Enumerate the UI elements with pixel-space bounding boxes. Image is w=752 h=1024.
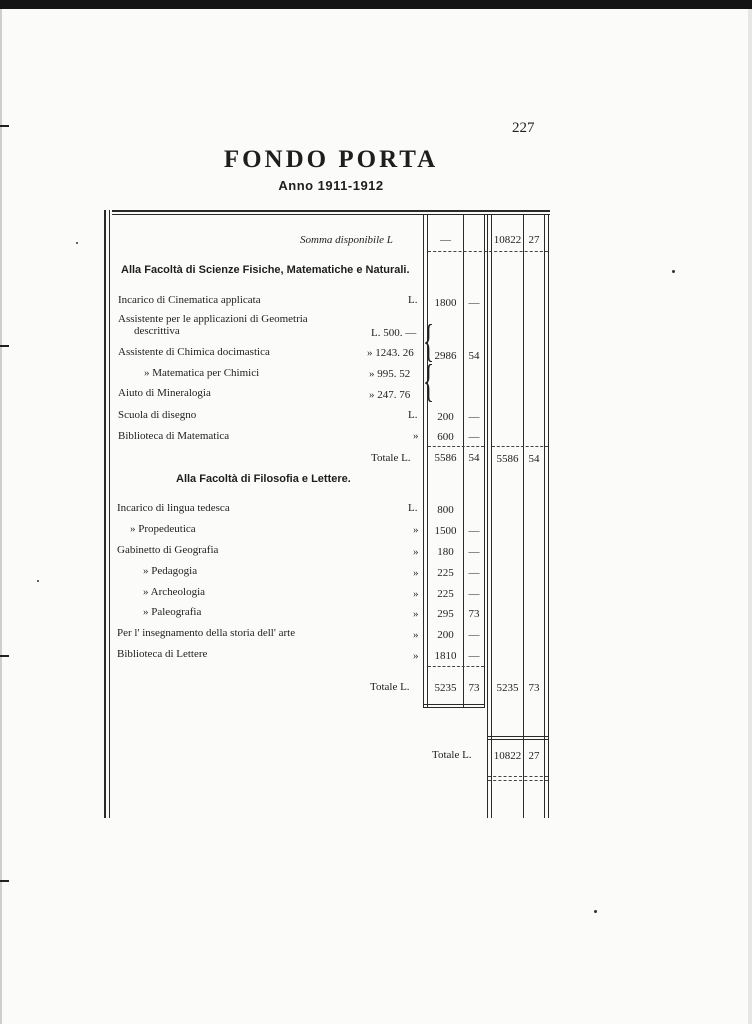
table-left-rule <box>109 210 110 818</box>
row-cents: — <box>468 546 480 558</box>
row-subamount: » 247. 76 <box>369 389 411 401</box>
row-unit: » <box>413 629 419 641</box>
section-heading: Alla Facoltà di Filosofia e Lettere. <box>176 473 351 485</box>
row-cents: — <box>468 629 480 641</box>
row-label: » Pedagogia <box>143 565 198 577</box>
row-unit: » <box>413 546 419 558</box>
row-label: Aiuto di Mineralogia <box>118 387 211 399</box>
row-amount: 200 <box>437 411 454 423</box>
scan-top-border <box>0 0 752 9</box>
row-label: » Matematica per Chimici <box>144 367 260 379</box>
row-label-continued: descrittiva <box>134 325 180 337</box>
column-close-rule <box>423 707 485 708</box>
row-subamount: » 995. 52 <box>369 368 411 380</box>
binding-mark <box>0 345 9 347</box>
column-rule <box>523 214 524 818</box>
row-unit: » <box>413 524 419 536</box>
rule-before-grand-total <box>487 739 548 740</box>
rule-after-grand-total <box>488 776 548 777</box>
column-rule <box>423 214 424 708</box>
scan-left-edge <box>0 9 2 1024</box>
table-top-rule <box>112 210 550 212</box>
row-amount: 800 <box>437 504 454 516</box>
total-label: Totale L. <box>371 452 411 464</box>
total-label: Totale L. <box>370 681 410 693</box>
row-label: Gabinetto di Geografia <box>117 544 219 556</box>
scan-speck <box>76 242 78 244</box>
binding-mark <box>0 880 9 882</box>
page-number: 227 <box>512 120 535 136</box>
row-cents: — <box>468 297 480 309</box>
column-rule <box>548 214 549 818</box>
row-cents: — <box>468 588 480 600</box>
row-unit: » <box>413 608 419 620</box>
grand-total-label: Totale L. <box>432 749 472 761</box>
row-unit: L. <box>408 409 418 421</box>
row-label: Incarico di lingua tedesca <box>117 502 230 514</box>
rule-before-total <box>428 666 484 667</box>
page-subtitle: Anno 1911-1912 <box>278 178 384 193</box>
opening-balance-col1: — <box>440 234 451 246</box>
carried-amount: 5586 <box>496 453 519 465</box>
opening-balance-label: Somma disponibile L <box>300 234 393 246</box>
total-amount: 5586 <box>434 452 457 464</box>
binding-mark <box>0 125 9 127</box>
row-amount: 295 <box>437 608 454 620</box>
opening-balance-dec: 27 <box>528 234 540 246</box>
page-title: FONDO PORTA <box>223 146 439 173</box>
scan-speck <box>594 910 597 913</box>
grand-total-amount: 10822 <box>493 750 522 762</box>
row-subamount: » 1243. 26 <box>367 347 414 359</box>
carried-cents: 73 <box>528 682 540 694</box>
row-cents: — <box>468 525 480 537</box>
grand-total-cents: 27 <box>528 750 540 762</box>
grouping-brace: { <box>423 315 435 366</box>
column-rule <box>544 214 545 818</box>
table-left-rule <box>104 210 106 818</box>
row-amount: 1800 <box>434 297 457 309</box>
row-unit: L. <box>408 502 418 514</box>
column-rule <box>487 214 488 818</box>
grouping-brace: { <box>423 355 435 406</box>
total-amount: 5235 <box>434 682 457 694</box>
row-cents: — <box>468 411 480 423</box>
row-label: » Paleografia <box>143 606 202 618</box>
row-label: Biblioteca di Matematica <box>118 430 230 442</box>
carried-amount: 5235 <box>496 682 519 694</box>
row-amount: 225 <box>437 588 454 600</box>
row-label: Per l' insegnamento della storia dell' arte <box>117 627 296 639</box>
row-cents: — <box>468 650 480 662</box>
row-label: Incarico di Cinematica applicata <box>118 294 261 306</box>
rule-before-total <box>492 446 548 447</box>
row-amount: 1810 <box>434 650 457 662</box>
row-unit: » <box>413 588 419 600</box>
binding-mark <box>0 655 9 657</box>
rule-before-total <box>428 446 484 447</box>
row-label: » Archeologia <box>143 586 206 598</box>
row-subamount: L. 500. — <box>371 327 417 339</box>
row-cents: 73 <box>468 608 480 620</box>
carried-cents: 54 <box>528 453 540 465</box>
row-label: Assistente di Chimica docimastica <box>118 346 270 358</box>
group-amount: 2986 <box>434 350 457 362</box>
row-unit: » <box>413 430 419 442</box>
section-heading: Alla Facoltà di Scienze Fisiche, Matematiche e Naturali. <box>121 264 410 276</box>
group-cents: 54 <box>468 350 480 362</box>
rule-after-opening <box>428 251 548 252</box>
row-amount: 1500 <box>434 525 457 537</box>
row-label: » Propedeutica <box>130 523 196 535</box>
scan-right-edge <box>748 9 752 1024</box>
row-amount: 225 <box>437 567 454 579</box>
total-cents: 54 <box>468 452 480 464</box>
row-cents: — <box>468 567 480 579</box>
row-unit: » <box>413 567 419 579</box>
row-unit: » <box>413 650 419 662</box>
column-rule <box>484 214 485 708</box>
row-unit: L. <box>408 294 418 306</box>
row-amount: 200 <box>437 629 454 641</box>
rule-after-grand-total <box>488 780 548 781</box>
opening-balance-int: 10822 <box>493 234 522 246</box>
scan-speck <box>672 270 675 273</box>
column-close-rule <box>423 704 485 705</box>
row-amount: 180 <box>437 546 454 558</box>
row-label: Scuola di disegno <box>118 409 197 421</box>
total-cents: 73 <box>468 682 480 694</box>
row-cents: — <box>468 431 480 443</box>
row-amount: 600 <box>437 431 454 443</box>
scan-speck <box>37 580 39 582</box>
row-label: Assistente per le applicazioni di Geometria <box>118 313 308 325</box>
column-rule <box>491 214 492 818</box>
row-label: Biblioteca di Lettere <box>117 648 208 660</box>
rule-before-grand-total <box>487 736 548 737</box>
